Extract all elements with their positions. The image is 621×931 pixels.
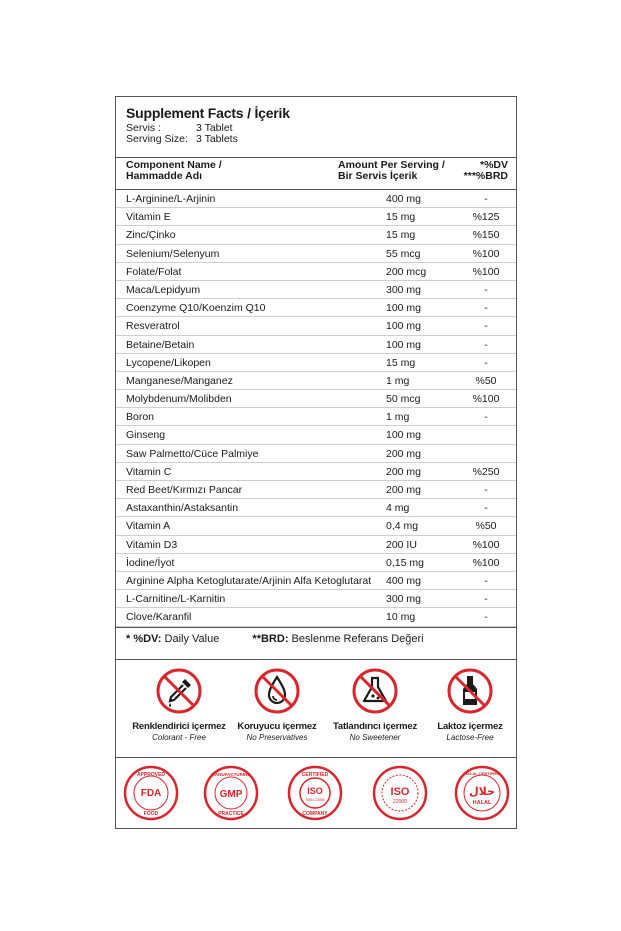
ingredient-name: L-Carnitine/L-Karnitin bbox=[126, 593, 226, 606]
table-row bbox=[116, 572, 516, 590]
ingredient-name: Clove/Karanfil bbox=[126, 611, 192, 624]
ingredient-amount: 4 mg bbox=[386, 502, 410, 515]
iso9001-ring-bottom: COMPANY bbox=[302, 811, 328, 817]
ingredient-amount: 55 mcg bbox=[386, 247, 421, 260]
table-row bbox=[116, 263, 516, 281]
ingredient-name: Zinc/Çinko bbox=[126, 229, 176, 242]
ingredient-dv: %50 bbox=[475, 520, 497, 533]
colorant-free-en: Colorant - Free bbox=[152, 733, 206, 742]
table-row bbox=[116, 408, 516, 426]
ingredient-dv: %125 bbox=[472, 211, 500, 224]
table-row bbox=[116, 299, 516, 317]
ingredient-dv: %150 bbox=[472, 229, 500, 242]
ingredient-dv: %100 bbox=[472, 265, 500, 278]
fda-center: FDA bbox=[140, 788, 162, 799]
col-name-line2: Hammadde Adı bbox=[126, 170, 203, 182]
ingredient-name: Maca/Lepidyum bbox=[126, 283, 201, 296]
halal-seal-icon bbox=[454, 765, 510, 821]
ingredient-name: Betaine/Betain bbox=[126, 338, 195, 351]
free-from-badges bbox=[116, 667, 516, 755]
ingredient-amount: 400 mg bbox=[386, 193, 422, 205]
col-dv-line1: *%DV bbox=[479, 159, 508, 171]
divider bbox=[116, 757, 516, 758]
table-row bbox=[116, 245, 516, 263]
ingredient-dv: - bbox=[484, 411, 488, 424]
sweetener-free-tr: Tatlandırıcı içermez bbox=[333, 721, 417, 732]
iso9001-sub: 9001:2008 bbox=[305, 797, 325, 802]
ingredient-name: Vitamin A bbox=[126, 520, 171, 533]
ingredient-dv: - bbox=[484, 593, 488, 606]
ingredient-amount: 300 mg bbox=[386, 283, 422, 296]
table-row bbox=[116, 317, 516, 335]
ingredient-amount: 300 mg bbox=[386, 593, 422, 606]
ingredient-name: Molybdenum/Molibden bbox=[126, 393, 232, 406]
ingredient-dv: - bbox=[484, 611, 488, 624]
halal-ring-top: HALAL CERTIFIED bbox=[464, 771, 500, 776]
serving-info bbox=[126, 123, 508, 145]
ingredient-name: İodine/İyot bbox=[126, 556, 175, 569]
ingredient-name: Arginine Alpha Ketoglutarate/Arjinin Alfa Ketoglutarat bbox=[126, 574, 372, 587]
table-row bbox=[116, 554, 516, 572]
iso22000-sub: 22000 bbox=[393, 799, 407, 805]
sweetener-free-en: No Sweetener bbox=[349, 733, 401, 742]
table-row bbox=[116, 372, 516, 390]
ingredient-name: Folate/Folat bbox=[126, 265, 182, 278]
divider bbox=[116, 627, 516, 628]
col-amount-line2: Bir Servis İçerik bbox=[338, 170, 418, 182]
col-dv-line2: ***%BRD bbox=[463, 170, 508, 182]
ingredient-dv: - bbox=[484, 302, 488, 315]
ingredient-amount: 15 mg bbox=[386, 229, 416, 242]
ingredient-amount: 0,15 mg bbox=[386, 556, 424, 569]
ingredient-amount: 15 mg bbox=[386, 211, 416, 224]
gmp-center: GMP bbox=[219, 789, 243, 800]
ingredient-dv: %100 bbox=[472, 393, 500, 406]
legend-brd-key: **BRD: bbox=[252, 633, 289, 645]
ingredient-dv: - bbox=[484, 320, 488, 333]
ingredient-amount: 200 mg bbox=[386, 465, 422, 478]
iso-22000-seal-icon bbox=[372, 765, 428, 821]
table-row bbox=[116, 481, 516, 499]
ingredient-amount: 15 mg bbox=[386, 356, 416, 369]
ingredient-dv: - bbox=[484, 502, 488, 515]
col-name-line1: Component Name / bbox=[126, 159, 222, 171]
preservative-free-en: No Preservatives bbox=[246, 733, 308, 742]
iso-9001-seal-icon bbox=[287, 765, 343, 821]
ingredient-amount: 100 mg bbox=[386, 302, 422, 315]
table-row bbox=[116, 226, 516, 244]
ingredient-name: Resveratrol bbox=[126, 320, 180, 333]
table-row bbox=[116, 536, 516, 554]
table-row bbox=[116, 354, 516, 372]
ingredient-dv: - bbox=[484, 283, 488, 296]
facts-title: Supplement Facts / İçerik bbox=[126, 105, 290, 121]
column-headers bbox=[126, 158, 508, 190]
ingredient-name: Boron bbox=[126, 411, 155, 424]
ingredient-amount: 200 IU bbox=[386, 538, 417, 551]
ingredient-dv: - bbox=[484, 574, 488, 587]
ingredient-dv: - bbox=[484, 356, 488, 369]
table-row bbox=[116, 590, 516, 608]
divider bbox=[116, 659, 516, 660]
ingredient-table bbox=[116, 190, 516, 627]
ingredient-name: Vitamin C bbox=[126, 465, 172, 478]
sweetener-free-badge bbox=[325, 667, 425, 742]
ingredient-name: Vitamin E bbox=[126, 211, 171, 224]
iso22000-center: ISO bbox=[390, 786, 410, 798]
legend bbox=[126, 633, 424, 645]
ingredient-dv: - bbox=[484, 338, 488, 351]
legend-dv-key: * %DV: bbox=[126, 633, 162, 645]
table-row bbox=[116, 336, 516, 354]
col-amount-header bbox=[338, 160, 445, 182]
table-row bbox=[116, 517, 516, 535]
ingredient-name: Coenzyme Q10/Koenzim Q10 bbox=[126, 302, 266, 315]
ingredient-dv: - bbox=[484, 193, 488, 205]
serving-label-en: Serving Size: bbox=[126, 133, 188, 145]
ingredient-amount: 200 mg bbox=[386, 447, 422, 460]
ingredient-name: Vitamin D3 bbox=[126, 538, 178, 551]
ingredient-name: L-Arginine/L-Arjinin bbox=[126, 193, 216, 205]
table-row bbox=[116, 390, 516, 408]
halal-center: حلال bbox=[469, 785, 495, 798]
ingredient-dv: - bbox=[484, 484, 488, 496]
supplement-facts-panel bbox=[115, 96, 517, 829]
ingredient-name: Manganese/Manganez bbox=[126, 374, 233, 387]
iso9001-center: ISO bbox=[307, 786, 323, 796]
ingredient-amount: 100 mg bbox=[386, 338, 422, 351]
colorant-free-tr: Renklendirici içermez bbox=[132, 721, 226, 732]
ingredient-dv: %250 bbox=[472, 465, 500, 478]
ingredient-amount: 1 mg bbox=[386, 374, 410, 387]
certification-badges bbox=[116, 765, 516, 825]
lactose-free-en: Lactose-Free bbox=[446, 733, 494, 742]
fda-ring-bottom: FOOD bbox=[143, 811, 159, 817]
ingredient-amount: 1 mg bbox=[386, 411, 410, 424]
ingredient-amount: 50 mcg bbox=[386, 393, 421, 406]
bottle-icon bbox=[446, 667, 494, 715]
ingredient-amount: 100 mg bbox=[386, 320, 422, 333]
col-dv-header bbox=[464, 160, 508, 182]
table-row bbox=[116, 208, 516, 226]
col-amount-line1: Amount Per Serving / bbox=[338, 159, 445, 171]
lactose-free-tr: Laktoz içermez bbox=[437, 721, 503, 732]
table-row bbox=[116, 499, 516, 517]
ingredient-dv: %100 bbox=[472, 247, 500, 260]
flask-icon bbox=[351, 667, 399, 715]
ingredient-amount: 0,4 mg bbox=[386, 520, 419, 533]
facts-header bbox=[126, 105, 508, 145]
ingredient-name: Astaxanthin/Astaksantin bbox=[126, 502, 239, 515]
serving-value-tr: 3 Tablet bbox=[196, 122, 233, 134]
ingredient-name: Lycopene/Likopen bbox=[126, 356, 211, 369]
fda-approved-seal-icon bbox=[123, 765, 179, 821]
fda-ring-top: APPROVED bbox=[136, 772, 166, 778]
preservative-free-badge bbox=[227, 667, 327, 742]
ingredient-amount: 200 mcg bbox=[386, 265, 427, 278]
ingredient-dv: %100 bbox=[472, 556, 500, 569]
table-row bbox=[116, 190, 516, 208]
table-row bbox=[116, 281, 516, 299]
serving-label-tr: Servis : bbox=[126, 122, 162, 134]
dropper-icon bbox=[155, 667, 203, 715]
ingredient-amount: 200 mg bbox=[386, 484, 422, 496]
table-row bbox=[116, 445, 516, 463]
gmp-ring-bottom: PRACTICE bbox=[218, 811, 244, 817]
gmp-ring-top: MANUFACTURING bbox=[211, 772, 251, 777]
halal-sub: HALAL bbox=[472, 800, 492, 806]
table-row bbox=[116, 426, 516, 444]
preservative-free-tr: Koruyucu içermez bbox=[237, 721, 317, 732]
ingredient-name: Red Beet/Kırmızı Pancar bbox=[126, 484, 243, 496]
col-name-header bbox=[126, 160, 222, 182]
legend-dv-text: Daily Value bbox=[164, 633, 220, 645]
ingredient-amount: 100 mg bbox=[386, 429, 422, 442]
table-row bbox=[116, 463, 516, 481]
lactose-free-badge bbox=[420, 667, 520, 742]
drop-icon bbox=[253, 667, 301, 715]
ingredient-name: Selenium/Selenyum bbox=[126, 247, 220, 260]
ingredient-dv: %50 bbox=[475, 374, 497, 387]
serving-value-en: 3 Tablets bbox=[196, 133, 238, 145]
ingredient-dv: %100 bbox=[472, 538, 500, 551]
ingredient-amount: 10 mg bbox=[386, 611, 416, 624]
colorant-free-badge bbox=[129, 667, 229, 742]
legend-brd-text: Beslenme Referans Değeri bbox=[291, 633, 424, 645]
ingredient-amount: 400 mg bbox=[386, 574, 422, 587]
ingredient-name: Ginseng bbox=[126, 429, 166, 442]
ingredient-name: Saw Palmetto/Cüce Palmiye bbox=[126, 447, 259, 460]
table-row bbox=[116, 608, 516, 626]
iso9001-ring-top: CERTIFIED bbox=[301, 772, 329, 778]
gmp-seal-icon bbox=[203, 765, 259, 821]
